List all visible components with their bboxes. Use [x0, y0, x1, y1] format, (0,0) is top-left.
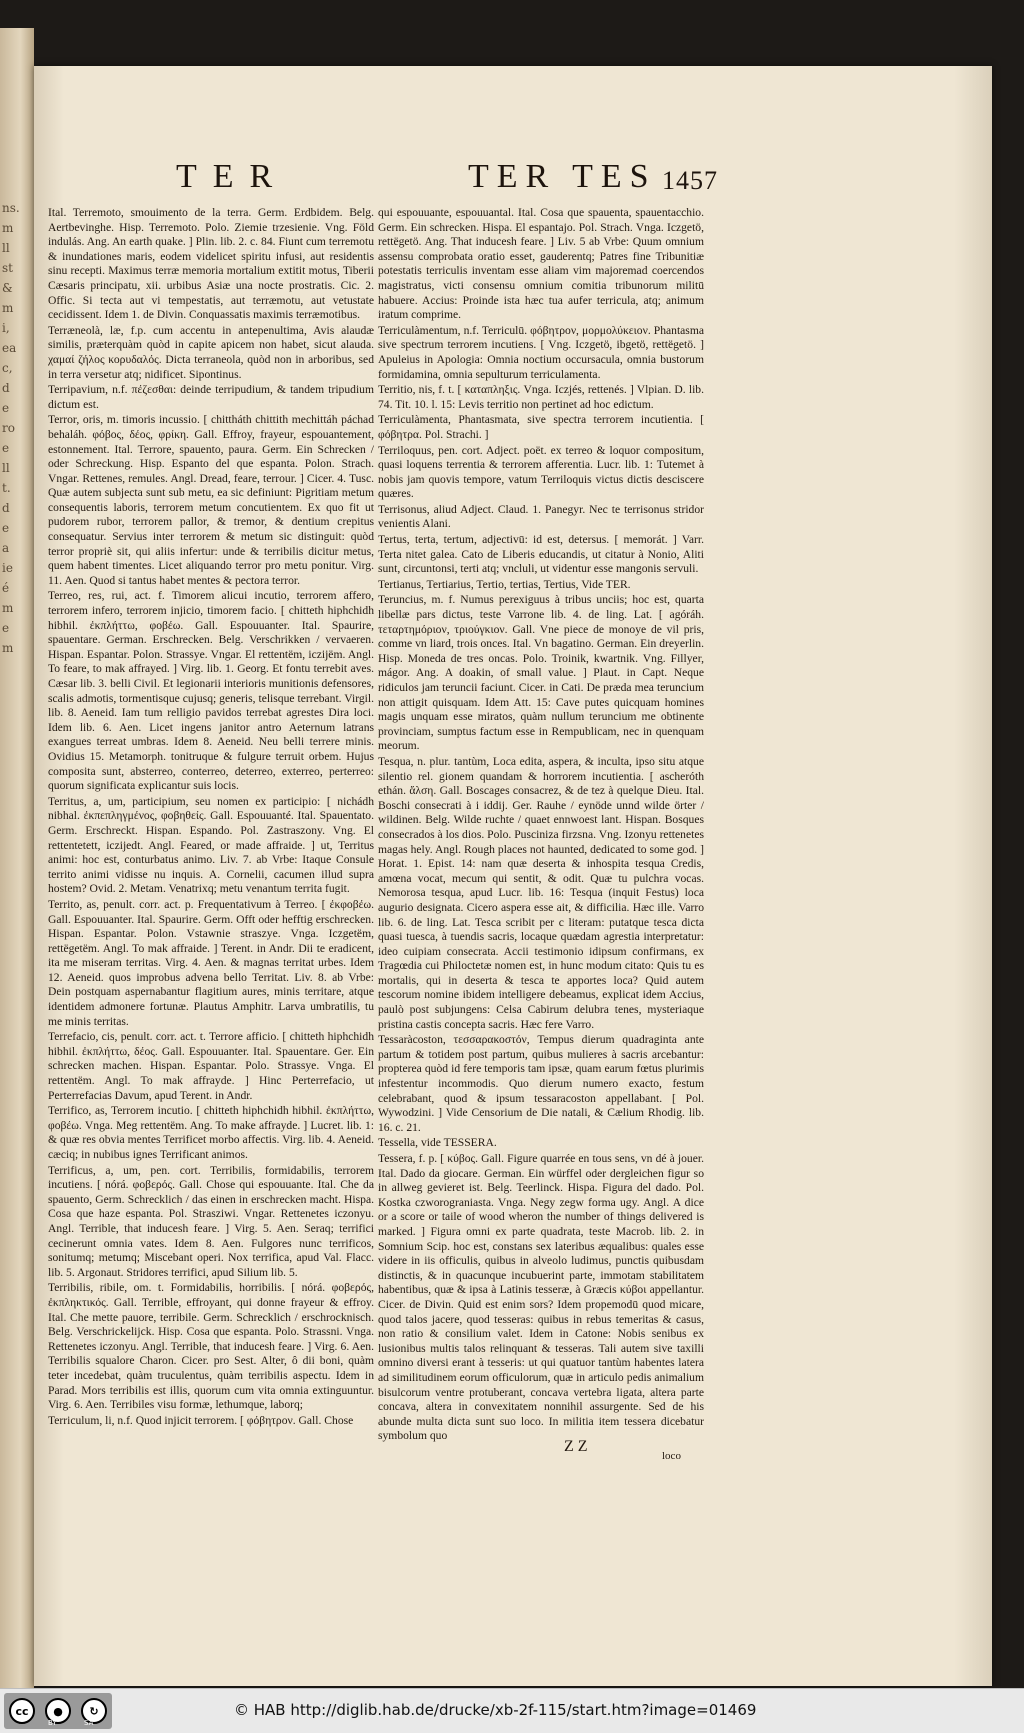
- ghost-line: c,: [2, 361, 13, 375]
- dictionary-entry: Terriculàmentum, n.f. Terriculū. φόβητρον, μορμολύκειον. Phantasma sive spectrum terrorem incutiens. [ Vng. Iczgetö, ibgetö, rettëgetö. ] Apuleius in Apologia: Omnia noctium occursacula, omnia bustorum formidamina, omnia sepulturum terriculamenta.: [378, 323, 704, 381]
- dictionary-entry: Territo, as, penult. corr. act. p. Frequentativum à Terreo. [ ἐκφοβέω. Gall. Espouuanter. Ital. Spaurire. Germ. Offt oder hefftig erschrecken. Hispan. Espantar. Polon. Vstawnie straszye. Vnga. Iczgetëm, rettëgetëm. Angl. To mak affraide. ] Terent. in Andr. Dii te eradicent, ita me miseram territas. Virg. 4. Aen. & magnas territat urbes. Idem 12. Aeneid. quos improbus advena bello Territat. Liv. 8. ab Vrbe: Dein postquam aspernabantur flagitium aures, minis territare, atque identidem admonere fortunæ. Plautus Amphitr. Larva umbratilis, tu me minis territas.: [48, 897, 374, 1028]
- dictionary-entry: Tertianus, Tertiarius, Tertio, tertias, Tertius, Vide TER.: [378, 577, 631, 591]
- previous-page-edge: [0, 28, 34, 1688]
- dictionary-entry: Terribilis, ribile, om. t. Formidabilis, horribilis. [ nórá. φοβερός, ἐκπληκτικός. Gall. Terrible, effroyant, qui donne frayeur & effroy. Ital. Che mette pauore, terribile. Germ. Schrecklich / erschrocknisch. Belg. Verschrickelijck. Hisp. Cosa que espanta. Polo. Strassni. Vnga. Rettenetes iczonyu. Angl. Terrible, that inducesh feare. ] Virg. 6. Aen. Terribilis squalore Charon. Cicer. pro Sest. Alter, ô dii boni, quàm teter incedebat, quàm truculentus, quàm terribilis aspectu. Idem in Parad. Mors terribilis est illis, quorum cum vita omnia extinguuntur. Virg. 6. Aen. Terribiles visu formæ, lethumque, laborq;: [48, 1281, 374, 1412]
- dictionary-entry: Terriloquus, pen. cort. Adject. poët. ex terreo & loquor compositum, quasi loquens terrentia & terrorem afferentia. Lucr. lib. 1: Tutemet à nobis jam quovis tempore, vatum Terriloquis victus dictis desciscere quæres.: [378, 443, 704, 501]
- dictionary-entry: Tertus, terta, tertum, adjectivū: id est, detersus. [ memorát. ] Varr. Terta nitet galea. Cato de Liberis educandis, ut citatur à Nonio, Aliti sunt, circuntonsi, terti atq; vncluli, ut videntur esse mangonis servuli.: [378, 533, 704, 576]
- footer-bar: [0, 1688, 1024, 1733]
- signature-mark: Z Z: [564, 1438, 588, 1455]
- right-column: [378, 206, 704, 1443]
- by-label: BY: [48, 1719, 57, 1727]
- ghost-line: ro: [2, 421, 15, 435]
- attribution-icon: ●: [45, 1698, 71, 1724]
- left-column: [48, 206, 374, 1434]
- previous-page-ghost-text: [2, 198, 32, 658]
- dictionary-entry: Territus, a, um, participium, seu nomen ex participio: [ nichádh nibhal. ἐκπεπληγμένος, φοβηθείς. Gall. Espouuanté. Ital. Spauentato. Germ. Erschreckt. Hispan. Espando. Pol. Zastraszony. Vng. El rettentetett, iczijedt. Angl. Feared, or made affraide. ] ut, Territus animi: hoc est, conturbatus animo. Liv. 7. ab Vrbe: Itaque Consule territo animi vidisse nu inquis. A. Cornelii, cacumen illud supra hostem? Ovid. 2. Metam. Venatrixq; metu venantum territa fugit.: [48, 794, 374, 896]
- dictionary-page: [34, 66, 992, 1686]
- ghost-line: ll: [2, 461, 10, 475]
- ghost-line: m: [2, 301, 14, 315]
- ghost-line: é: [2, 581, 10, 595]
- ghost-line: e: [2, 521, 10, 535]
- running-head-right: TER TES: [468, 158, 657, 195]
- catchword: loco: [662, 1450, 681, 1462]
- dictionary-entry: Terripavium, n.f. πέζεσθαι: deinde terripudium, & tandem tripudium dictum est.: [48, 383, 374, 411]
- dictionary-entry: Terrisonus, aliud Adject. Claud. 1. Panegyr. Nec te terrisonus stridor venientis Alani.: [378, 502, 704, 531]
- ghost-line: ea: [2, 341, 17, 355]
- share-alike-icon: ↻: [81, 1698, 107, 1724]
- ghost-line: ll: [2, 241, 10, 255]
- ghost-line: d: [2, 381, 10, 395]
- ghost-line: m: [2, 221, 14, 235]
- dictionary-entry: Tesqua, n. plur. tantùm, Loca edita, aspera, & inculta, ipso situ atque silentio rel. gionem quandam & horrorem incutientia. [ ascheróth ethán. ἄλση. Gall. Boscages consacrez, & de tez à quelque Dieu. Ital. Boschi consecrati à i iddij. Ger. Rauhe / eynöde unnd wilde örter / wildinen. Belg. Wilde ruchte / quaet ennwoest lant. Hispan. Bosques consecrados à los dios. Polo. Pusciniza firzsna. Vng. Izonyu rettenetes magas hely. Angl. Rough places not haunted, dedicated to some god. ] Horat. 1. Epist. 14: nam quæ deserta & inhospita tesqua Credis, amœna vocat, mecum qui sentit, & odit. Quæ tu pulchra vocas. Nemorosa tesqua, apud Lucr. lib. 16: Tesqua (inquit Festus) loca augurio designata. Cicero aspera esse ait, & difficilia. Hæc ille. Varro lib. 6. de ling. Lat. Tesca scribit per c literam: putatque tesca dicta quasi tuesca, à tuendis sacris, locaque quædam agrestia interpretatur: ideo cuipiam consecrata. Accii testimonio idipsum confirmans, ex Tragœdia cui Philoctetæ nomen est, in hunc modum citato: Quis tu es mortalis, qui in deserta & tesca te apportes loca? Quid autem tescorum nomine ibidem intelligere debeamus, explicat idem Accius, paulò post subjungens: Celsa Cabirum delubra tenes, mysteriaque pristina castis concepta sacris. Hæc fere Varro.: [378, 754, 704, 1031]
- page-number: 1457: [662, 166, 718, 195]
- dictionary-entry: Ital. Terremoto, smouimento de la terra. Germ. Erdbidem. Belg. Aertbevinghe. Hisp. Terremoto. Polo. Ziemie trzesienie. Vng. Föld indulás. Ang. An earth quake. ] Plin. lib. 2. c. 84. Fiunt cum terremotu & inundationes maris, eodem videlicet spiritu infusi, aut residentis sinu recepti. Maximus terræ memoria mortalium extitit motus, Tiberii Cæsaris principatu, xii. urbibus Asiæ una nocte prostratis. Cic. 2. Offic. Si tecta aut vi tempestatis, aut terræmotu, aut vetustate cecidissent. Idem 1. de Divin. Conquassatis maximis terræmotibus.: [48, 206, 374, 322]
- running-head: [34, 158, 992, 198]
- dictionary-entry: Territio, nis, f. t. [ καταπληξις. Vnga. Iczjés, rettenés. ] Vlpian. D. lib. 74. Tit. 10. l. 15: Levis territio non pertinet ad hoc edictum.: [378, 383, 704, 411]
- ghost-line: ns.: [2, 201, 20, 215]
- dictionary-entry: Teruncius, m. f. Numus perexiguus à tribus unciis; hoc est, quarta libellæ pars dictus, teste Varrone lib. 4. de ling. Lat. [ agóráh. τεταρτημόριον, τριούγκιον. Gall. Vne piece de monoye de vil pris, comme vn liard, trois onces. Ital. Vn bagatino. German. Ein dreyerlin. Hisp. Moneda de tres oncas. Polo. Troinik, kwartnik. Vng. Fillyer, mágor. Ang. A doakin, of small value. ] Plaut. in Capt. Neque ridiculos jam teruncii faciunt. Cicer. in Cati. De præda mea teruncium non attigit quisquam. Idem Att. 15: Cave putes quicquam homines magis unquam esse miratos, quàm nullum teruncium me obtinente provinciam, sumptus factum esse in Rempublicam, nec in quenquam meorum.: [378, 593, 704, 753]
- ghost-line: &: [2, 281, 13, 295]
- ghost-line: st: [2, 261, 13, 275]
- ghost-line: a: [2, 541, 10, 555]
- ghost-line: e: [2, 441, 10, 455]
- ghost-line: m: [2, 641, 14, 655]
- dictionary-entry: Tessella, vide TESSERA.: [378, 1136, 497, 1150]
- ghost-line: e: [2, 401, 10, 415]
- running-head-left: TER: [176, 158, 289, 195]
- ghost-line: ie: [2, 561, 13, 575]
- dictionary-entry: Terriculàmenta, Phantasmata, sive spectra terrorem incutientia. [ φόβητρα. Pol. Strachi. ]: [378, 413, 704, 441]
- cc-license-badge[interactable]: [4, 1693, 112, 1729]
- ghost-line: d: [2, 501, 10, 515]
- dictionary-entry: Terrificus, a, um, pen. cort. Terribilis, formidabilis, terrorem incutiens. [ nórá. φοβερός. Gall. Chose qui espouuante. Ital. Che da spauento, Germ. Schrecklich / das einen in erschrecken macht. Hispa. Cosa que haze espanta. Pol. Strasziwi. Vngar. Rettenetes iczonyu. Angl. Terrible, that inducesh feare. ] Virg. 5. Aen. Seraq; terrifici cecinerunt omnia vates. Idem 8. Aen. Fulgores nunc terrificos, sonitumq; metumq; Miscebant operi. Nox terrifica, apud Val. Flacc. lib. 5. Argonaut. Stridores terrifici, apud Silium lib. 5.: [48, 1163, 374, 1279]
- dictionary-entry: Terrefacio, cis, penult. corr. act. t. Terrore afficio. [ chitteth hiphchidh hibhil. ἐκπλήττω, δέος. Gall. Espouuanter. Ital. Spauentare. Ger. Ein schrecken machen. Hispan. Espantar. Polo. Strassye. Vnga. El rettentëm. Angl. To mak affrayde. ] Hinc Perterrefacio, ut Perterrefacias Davum, apud Terent. in Andr.: [48, 1030, 374, 1102]
- dictionary-entry: qui espouuante, espouuantal. Ital. Cosa que spauenta, spauentacchio. Germ. Ein schrecken. Hispa. El espantajo. Pol. Strach. Vnga. Iczgetö, rettëgetö. Ang. That inducesh feare. ] Liv. 5 ab Vrbe: Quum omnium assensu comprobata oratio esset, gauderentq; Patres fine Tribunitiæ potestatis terriculis inventam esse aliam vim majoremad coercendos magistratus, victi consensu omnium comitia tribunorum militū habuere. Accius: Proinde ista hæc tua aufer terricula, atq; animum iratum comprime.: [378, 206, 704, 322]
- dictionary-entry: Terriculum, li, n.f. Quod injicit terrorem. [ φόβητρον. Gall. Chose: [48, 1413, 354, 1427]
- ghost-line: m: [2, 601, 14, 615]
- dictionary-entry: Terror, oris, m. timoris incussio. [ chittháth chittith mechittáh páchad behaláh. φόβος, δέος, φρίκη. Gall. Effroy, frayeur, espouantement, estonnement. Ital. Terrore, spauento, paura. Germ. Ein Schrecken / oder Schreckung. Hisp. Espanto del que espanta. Polon. Strach. Vngar. Rettenes, remules. Angl. Dread, feare, terrour. ] Cicer. 4. Tusc. Quæ autem subjecta sunt sub metu, ea sic definiunt: Pigritiam metum consequentis laboris, terrorem metum concutientem. Ex quo fit ut pudorem rubor, terrorem pallor, & tremor, & dentium crepitus consequatur. Servius inter terrorem & metum sic distinguit: quòd terror propriè sit, qui aliis infertur: unde & terribilis dicitur metus, quem habent timentes. Licet aliquando terror pro metu ponitur. Virg. 11. Aen. Quod si tantus habet mentes & pectora terror.: [48, 413, 374, 587]
- dictionary-entry: Terreo, res, rui, act. f. Timorem alicui incutio, terrorem affero, terrorem infero, terrorem injicio, timorem facio. [ chitteth hiphchidh hibhil. ἐκπλήττω, φοβέω. Gall. Espouuanter. Ital. Spaurire, spauentare. German. Erschrecken. Belg. Verschrikken / vervaeren. Hispan. Espantar. Polon. Strassye. Vngar. El rettentëm, iczijëm. Angl. To feare, to mak affrayed. ] Virg. lib. 1. Georg. Et fontu terrebit aves. Cæsar lib. 3. belli Civil. Et legionarii interioris munitionis defensores, scalis admotis, tormentisque cujusq; generis, telisque terrebant. Virgil. lib. 8. Aeneid. Iam tum relligio pavidos terrebat agrestes Dira loci. Idem lib. 6. Aen. Licet ingens janitor antro Aeternum latrans exangues terreat umbras. Idem 8. Aeneid. Neu belli terrere minis. Ovidius 15. Metamorph. tonitruque & fulgure terruit orbem. Hujus composita sunt, absterreo, conterreo, deterreo, exterreo, perterreo: quorum significata explicantur suis locis.: [48, 589, 374, 793]
- dictionary-entry: Terræneolà, læ, f.p. cum accentu in antepenultima, Avis alaudæ similis, præterquàm quòd in capite apicem non habet, sicut alauda. χαμαί ζήλος κορυδαλός. Dicta terraneola, quòd non in arboribus, sed in terra versetur atq; nidificet. Sipontinus.: [48, 323, 374, 381]
- ghost-line: e: [2, 621, 10, 635]
- ghost-line: t.: [2, 481, 11, 495]
- dictionary-entry: Tessera, f. p. [ κύβος. Gall. Figure quarrée en tous sens, vn dé à jouer. Ital. Dado da giocare. German. Ein würffel oder dergleichen figur so in allweg gevieret ist. Belg. Teerlinck. Hispa. Figura del dado. Pol. Kostka czworograniasta. Vnga. Negy zegw forma ugy. Angl. A dice or a score or taile of wood wheron the number of things delivered is marked. ] Figura omni ex parte quadrata, teste Macrob. lib. 2. in Somnium Scip. hoc est, constans sex lateribus æqualibus: quales esse videre in iis officulis, quibus in alveolo ludimus, punctis quibusdam distinctis, & in quacunque incubuerint parte, immotam stabilitatem habentibus, quæ & ipsa à Latinis tesseræ, à Græcis κύβοι appellantur. Cicer. de Divin. Quid est enim sors? Idem propemodū quod micare, quod talos jacere, quod tesseras: quibus in rebus temeritas & casus, non ratio & consilium valet. Idem in Catone: Nobis senibus ex lusionibus multis talos relinquant & tesseras. Tali autem sive taxilli omnino diversi erant à tesseris: ut qui quatuor tantùm habentes latera ad similitudinem eorum officulorum, quæ in articulo pedis animalium bisulcorum ventre protuberant, concava vertebra ligata, altera parte concava, altera in convexitatem nonnihil assurgente. Sed de his abunde multa dicta sunt suo loco. In militia item tessera dicebatur symbolum quo: [378, 1152, 704, 1443]
- cc-icon: cc: [9, 1698, 35, 1724]
- dictionary-entry: Terrifico, as, Terrorem incutio. [ chitteth hiphchidh hibhil. ἐκπλήττω, φοβέω. Vnga. Meg rettentëm. Ang. To make affrayde. ] Lucret. lib. 1: & quæ res obvia mentes Terrificet morbo affectis. Virg. lib. 4. Aeneid. cæciq; in nubibus ignes Terrificant animos.: [48, 1104, 374, 1161]
- source-url-text[interactable]: © HAB http://diglib.hab.de/drucke/xb-2f-115/start.htm?image=01469: [234, 1701, 757, 1719]
- sa-label: SA: [84, 1719, 94, 1727]
- ghost-line: i,: [2, 321, 10, 335]
- dictionary-entry: Tessaràcoston, τεσσαρακοστόν, Tempus dierum quadraginta ante partum & totidem post partum, quibus mulieres à sacris arcebantur: propterea quòd id fere temporis tam ipsæ, quam earum fœtus plurimis infestentur incommodis. Quo dierum numero exacto, festum celebrabant, quod & ipsum tessaracoston appellabant. [ Pol. Wywodzini. ] Vide Censorium de Die natali, & Cælium Rhodig. lib. 16. c. 21.: [378, 1033, 704, 1134]
